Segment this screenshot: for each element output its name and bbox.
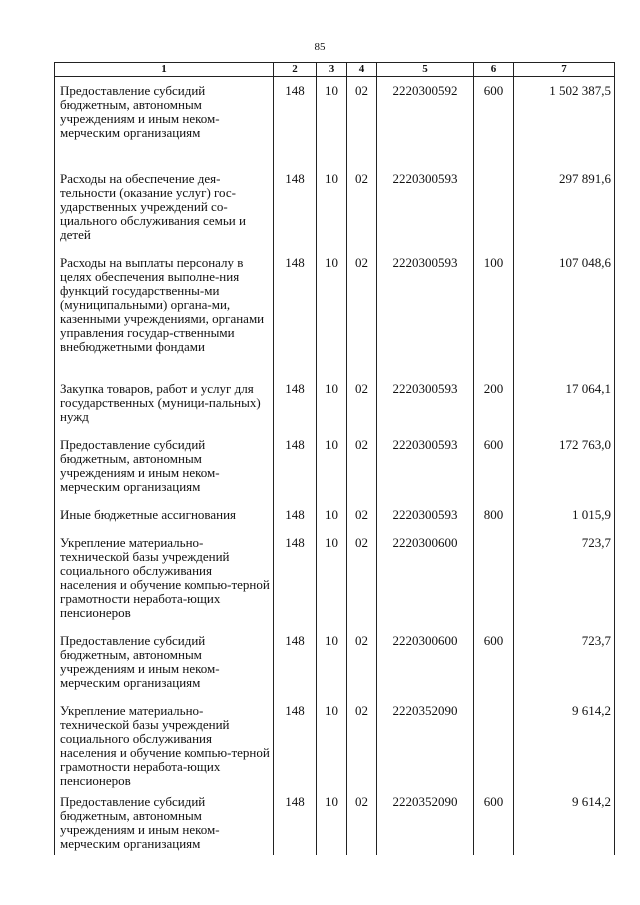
budget-table	[54, 62, 615, 855]
code-expense-type: 600	[474, 627, 514, 697]
code-section: 10	[317, 375, 347, 431]
code-subsection: 02	[347, 501, 377, 529]
code-subsection: 02	[347, 788, 377, 855]
code-expense-type: 200	[474, 375, 514, 431]
code-ministry: 148	[274, 627, 317, 697]
table-row	[55, 249, 615, 375]
code-ministry: 148	[274, 529, 317, 627]
item-name: Укрепление материально-технической базы учреждений социального обслуживания населения и обучение компью-терной грамотности неработа-ющих пенсионеров	[55, 697, 274, 788]
code-expense-type	[474, 165, 514, 249]
code-section: 10	[317, 529, 347, 627]
code-section: 10	[317, 77, 347, 165]
code-expense-type	[474, 697, 514, 788]
column-header: 3	[317, 63, 347, 77]
table-row	[55, 501, 615, 529]
table-row	[55, 697, 615, 788]
code-subsection: 02	[347, 77, 377, 165]
code-target: 2220300593	[377, 375, 474, 431]
amount: 9 614,2	[514, 788, 615, 855]
amount: 1 015,9	[514, 501, 615, 529]
code-subsection: 02	[347, 431, 377, 501]
column-header: 6	[474, 63, 514, 77]
column-header: 1	[55, 63, 274, 77]
code-target: 2220352090	[377, 788, 474, 855]
table-row	[55, 375, 615, 431]
code-target: 2220300593	[377, 501, 474, 529]
code-ministry: 148	[274, 431, 317, 501]
amount: 1 502 387,5	[514, 77, 615, 165]
column-header: 2	[274, 63, 317, 77]
column-header: 7	[514, 63, 615, 77]
item-name: Предоставление субсидий бюджетным, автономным учреждениям и иным неком-мерческим организациям	[55, 77, 274, 165]
table-row	[55, 529, 615, 627]
item-name: Укрепление материально-технической базы учреждений социального обслуживания населения и обучение компью-терной грамотности неработа-ющих пенсионеров	[55, 529, 274, 627]
code-target: 2220300592	[377, 77, 474, 165]
table-row	[55, 788, 615, 855]
code-target: 2220300600	[377, 627, 474, 697]
code-ministry: 148	[274, 788, 317, 855]
page-number: 85	[314, 41, 326, 53]
code-ministry: 148	[274, 165, 317, 249]
code-subsection: 02	[347, 375, 377, 431]
code-ministry: 148	[274, 501, 317, 529]
item-name: Предоставление субсидий бюджетным, автономным учреждениям и иным неком-мерческим организациям	[55, 788, 274, 855]
code-target: 2220352090	[377, 697, 474, 788]
code-section: 10	[317, 165, 347, 249]
code-section: 10	[317, 501, 347, 529]
amount: 17 064,1	[514, 375, 615, 431]
code-subsection: 02	[347, 627, 377, 697]
table-row	[55, 77, 615, 165]
code-section: 10	[317, 697, 347, 788]
item-name: Закупка товаров, работ и услуг для государственных (муници-пальных) нужд	[55, 375, 274, 431]
table-row	[55, 627, 615, 697]
code-target: 2220300593	[377, 249, 474, 375]
code-expense-type: 600	[474, 77, 514, 165]
header-row	[55, 63, 615, 77]
code-target: 2220300593	[377, 165, 474, 249]
code-expense-type: 800	[474, 501, 514, 529]
code-expense-type: 600	[474, 788, 514, 855]
code-target: 2220300593	[377, 431, 474, 501]
code-section: 10	[317, 788, 347, 855]
item-name: Предоставление субсидий бюджетным, автономным учреждениям и иным неком-мерческим организациям	[55, 627, 274, 697]
code-section: 10	[317, 627, 347, 697]
code-section: 10	[317, 431, 347, 501]
code-ministry: 148	[274, 697, 317, 788]
amount: 297 891,6	[514, 165, 615, 249]
table-row	[55, 165, 615, 249]
code-subsection: 02	[347, 249, 377, 375]
code-ministry: 148	[274, 375, 317, 431]
amount: 723,7	[514, 627, 615, 697]
item-name: Расходы на выплаты персоналу в целях обеспечения выполне-ния функций государственны-ми (муниципальными) органа-ми, казенными учреждениями, органами управления государ-ственными внебюджетными фондами	[55, 249, 274, 375]
code-ministry: 148	[274, 77, 317, 165]
amount: 9 614,2	[514, 697, 615, 788]
item-name: Иные бюджетные ассигнования	[55, 501, 274, 529]
amount: 107 048,6	[514, 249, 615, 375]
code-expense-type: 100	[474, 249, 514, 375]
column-header: 5	[377, 63, 474, 77]
code-subsection: 02	[347, 165, 377, 249]
code-ministry: 148	[274, 249, 317, 375]
code-target: 2220300600	[377, 529, 474, 627]
code-subsection: 02	[347, 697, 377, 788]
code-subsection: 02	[347, 529, 377, 627]
table-row	[55, 431, 615, 501]
item-name: Предоставление субсидий бюджетным, автономным учреждениям и иным неком-мерческим организациям	[55, 431, 274, 501]
column-header: 4	[347, 63, 377, 77]
amount: 723,7	[514, 529, 615, 627]
code-expense-type	[474, 529, 514, 627]
item-name: Расходы на обеспечение дея-тельности (оказание услуг) гос-ударственных учреждений со-циального обслуживания семьи и детей	[55, 165, 274, 249]
amount: 172 763,0	[514, 431, 615, 501]
code-expense-type: 600	[474, 431, 514, 501]
code-section: 10	[317, 249, 347, 375]
